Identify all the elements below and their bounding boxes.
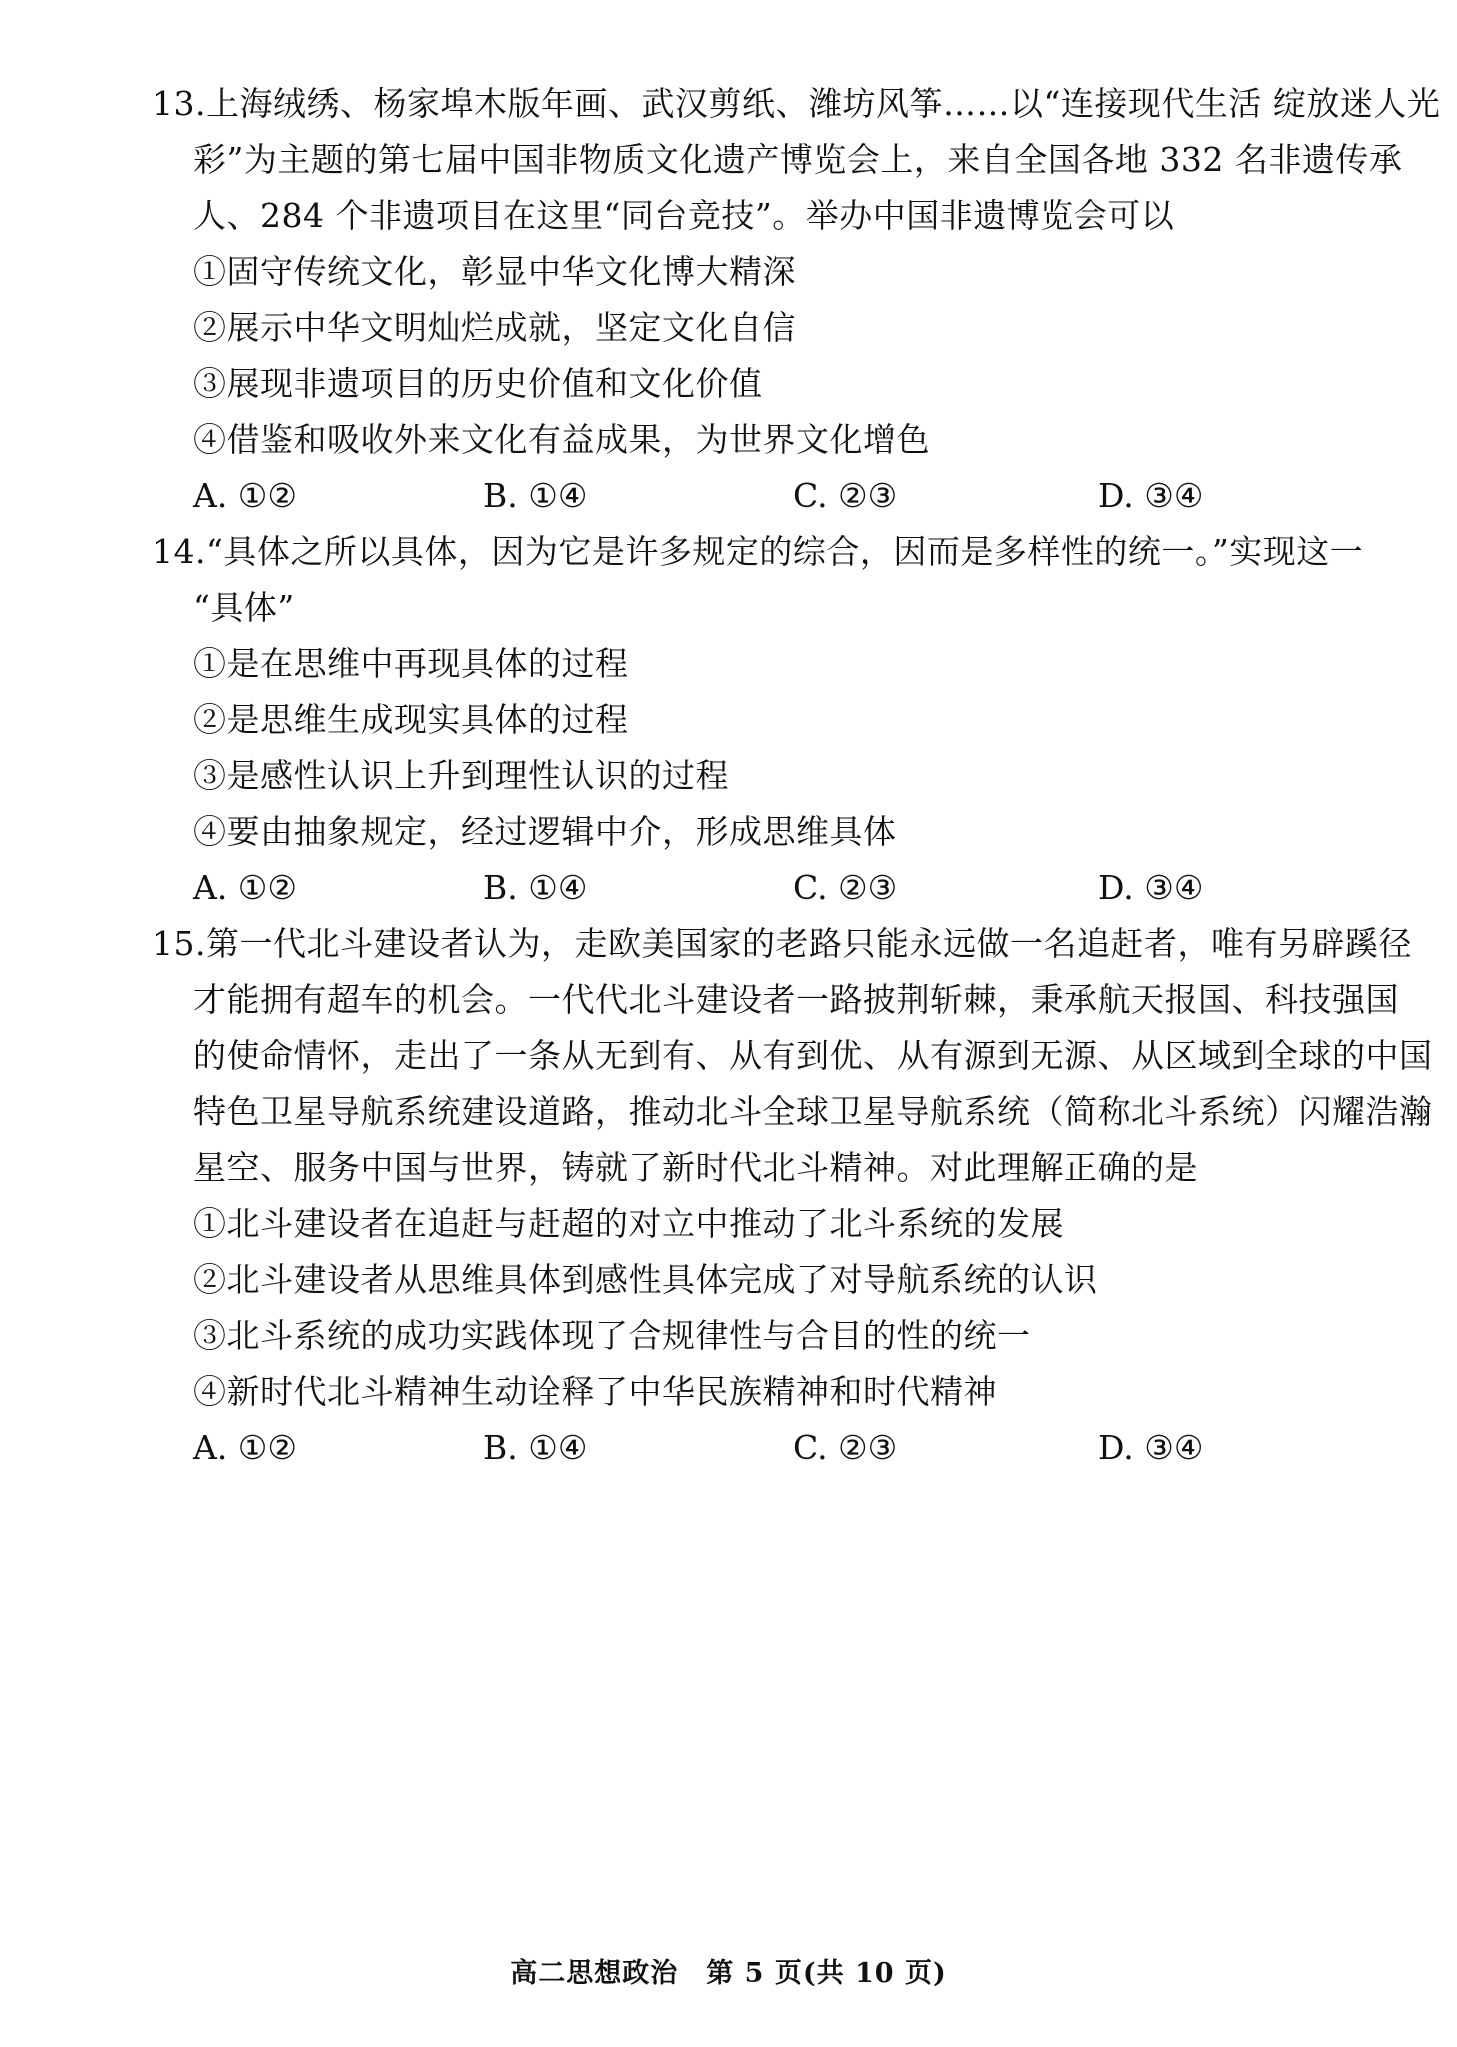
statement-option-3: ③北斗系统的成功实践体现了合规律性与合目的性的统一 <box>193 1316 1031 1355</box>
choice-d: D. ③④ <box>1098 1428 1204 1467</box>
choice-b: B. ①④ <box>483 1428 588 1467</box>
choice-d: D. ③④ <box>1098 868 1204 907</box>
answer-choices <box>0 868 1457 908</box>
question-stem-line: 才能拥有超车的机会。一代代北斗建设者一路披荆斩棘，秉承航天报国、科技强国 <box>193 980 1399 1019</box>
answer-choices <box>0 1428 1457 1468</box>
choice-c: C. ②③ <box>793 868 898 907</box>
choice-b: B. ①④ <box>483 476 588 515</box>
question-stem-line: 彩”为主题的第七届中国非物质文化遗产博览会上，来自全国各地 332 名非遗传承 <box>193 140 1403 179</box>
choice-b: B. ①④ <box>483 868 588 907</box>
statement-option-1: ①是在思维中再现具体的过程 <box>193 644 629 683</box>
statement-option-3: ③展现非遗项目的历史价值和文化价值 <box>193 364 763 403</box>
statement-option-4: ④借鉴和吸收外来文化有益成果，为世界文化增色 <box>193 420 930 459</box>
choice-a: A. ①② <box>193 476 297 515</box>
choice-a: A. ①② <box>193 868 297 907</box>
question-stem-line: 13.上海绒绣、杨家埠木版年画、武汉剪纸、潍坊风筝……以“连接现代生活 绽放迷人光 <box>152 84 1441 123</box>
question-stem-line: “具体” <box>193 588 295 627</box>
choice-c: C. ②③ <box>793 476 898 515</box>
question-stem-line: 星空、服务中国与世界，铸就了新时代北斗精神。对此理解正确的是 <box>193 1148 1198 1187</box>
choice-c: C. ②③ <box>793 1428 898 1467</box>
question-stem-line: 人、284 个非遗项目在这里“同台竞技”。举办中国非遗博览会可以 <box>193 196 1175 235</box>
statement-option-2: ②是思维生成现实具体的过程 <box>193 700 629 739</box>
statement-option-3: ③是感性认识上升到理性认识的过程 <box>193 756 729 795</box>
statement-option-2: ②北斗建设者从思维具体到感性具体完成了对导航系统的认识 <box>193 1260 1098 1299</box>
choice-d: D. ③④ <box>1098 476 1204 515</box>
question-stem-line: 15.第一代北斗建设者认为，走欧美国家的老路只能永远做一名追赶者，唯有另辟蹊径 <box>152 924 1412 963</box>
choice-a: A. ①② <box>193 1428 297 1467</box>
statement-option-2: ②展示中华文明灿烂成就，坚定文化自信 <box>193 308 796 347</box>
page-footer: 高二思想政治 第 5 页(共 10 页) <box>510 1958 947 1989</box>
question-stem-line: 特色卫星导航系统建设道路，推动北斗全球卫星导航系统（简称北斗系统）闪耀浩瀚 <box>193 1092 1433 1131</box>
statement-option-4: ④要由抽象规定，经过逻辑中介，形成思维具体 <box>193 812 897 851</box>
statement-option-1: ①北斗建设者在追赶与赶超的对立中推动了北斗系统的发展 <box>193 1204 1064 1243</box>
statement-option-4: ④新时代北斗精神生动诠释了中华民族精神和时代精神 <box>193 1372 997 1411</box>
statement-option-1: ①固守传统文化，彰显中华文化博大精深 <box>193 252 796 291</box>
question-stem-line: 14.“具体之所以具体，因为它是许多规定的综合，因而是多样性的统一。”实现这一 <box>152 532 1364 571</box>
answer-choices <box>0 476 1457 516</box>
question-stem-line: 的使命情怀，走出了一条从无到有、从有到优、从有源到无源、从区域到全球的中国 <box>193 1036 1433 1075</box>
